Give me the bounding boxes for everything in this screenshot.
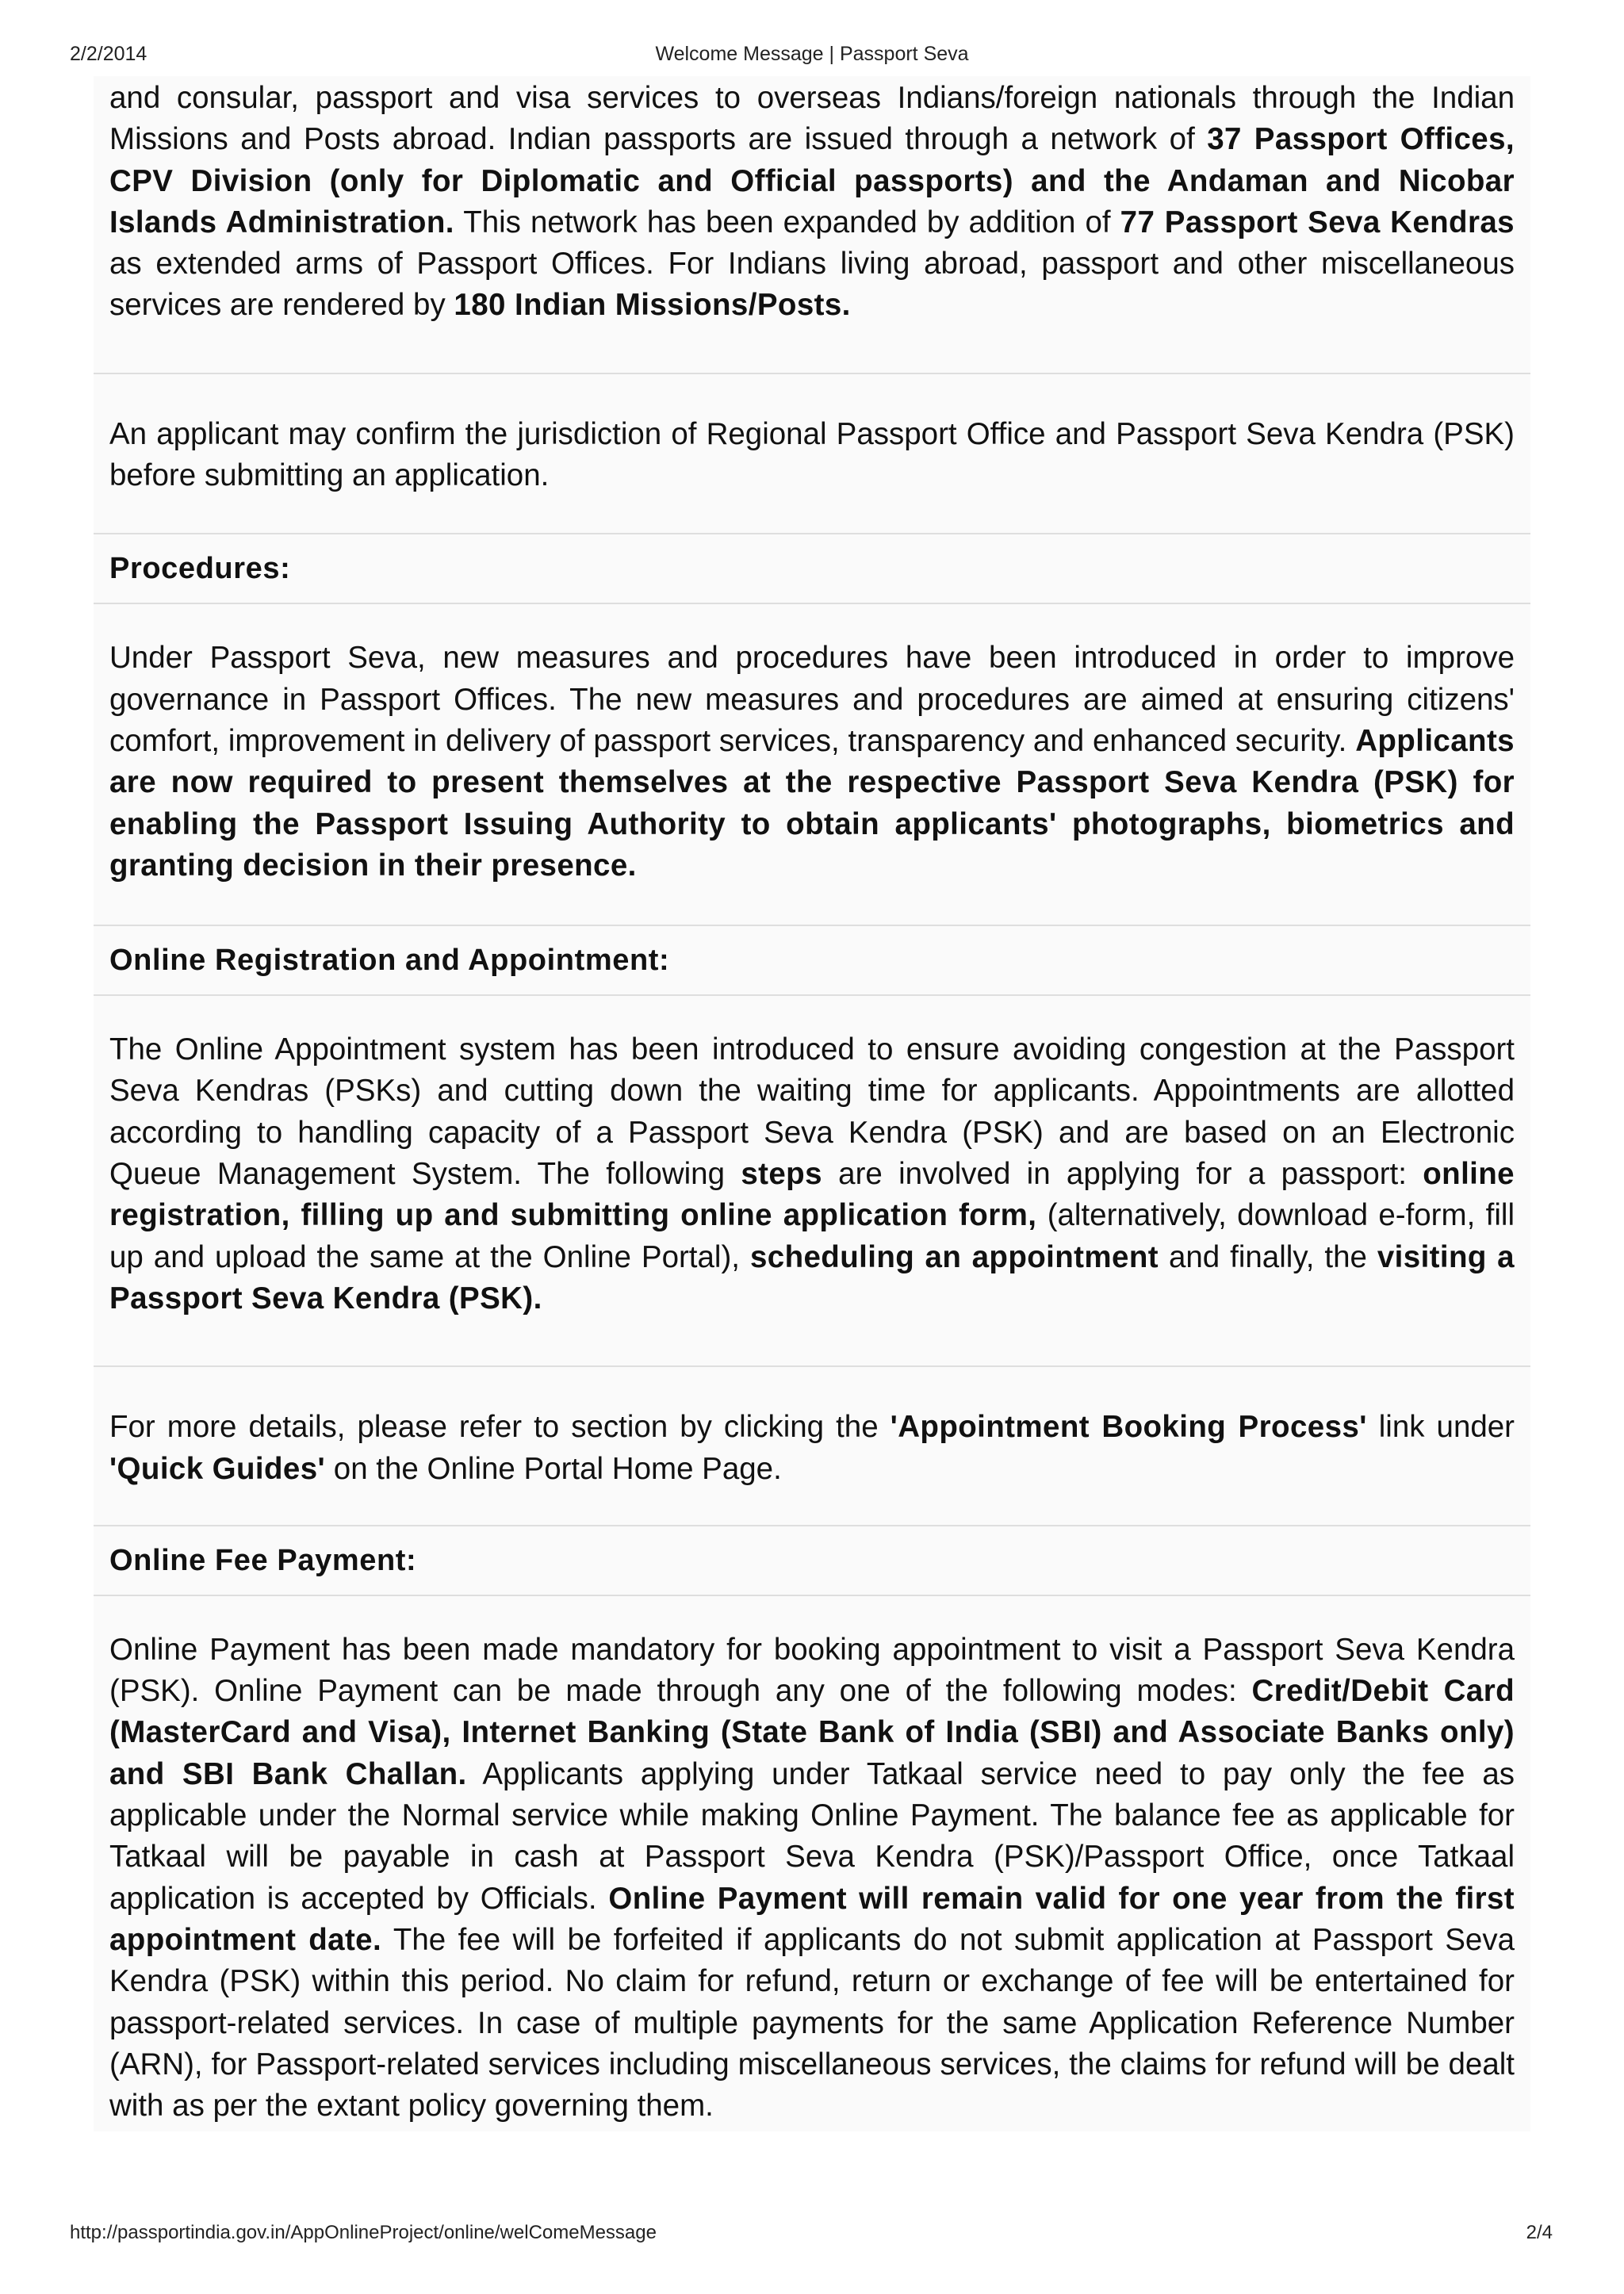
page-number: 2/4 <box>1526 2222 1553 2243</box>
intro-paragraph: and consular, passport and visa services to overseas Indians/foreign nationals through the Indian Missions and Posts abroad. Indian passports are issued through a network of 37 Passport Offices, CPV Division (only for Diplomatic and Official passports) and the Andaman and Nicobar Islands Administration. This network has been expanded by addition of 77 Passport Seva Kendras as extended arms of Passport Offices. For Indians living abroad, passport and other miscellaneous services are rendered by 180 Indian Missions/Posts. <box>109 81 1515 323</box>
registration-paragraph: The Online Appointment system has been introduced to ensure avoiding congestion at the Passport Seva Kendras (PSKs) and cutting down the waiting time for applicants. Appointments are allotted according to handling capacity of a Passport Seva Kendra (PSK) and are based on an Electronic Queue Management System. The following steps are involved in applying for a passport: online registration, filling up and submitting online application form, (alternatively, download e-form, fill up and upload the same at the Online Portal), scheduling an appointment and finally, the visiting a Passport Seva Kendra (PSK). <box>109 1032 1515 1316</box>
quick-guides-reference: 'Quick Guides' <box>109 1451 326 1486</box>
fee-payment-paragraph: Online Payment has been made mandatory for booking appointment to visit a Passport Seva Kendra (PSK). Online Payment can be made through any one of the following modes: Credit/Debit Card (MasterCard and Visa), Internet Banking (State Bank of India (SBI) and Associate Banks only) and SBI Bank Challan. Applicants applying under Tatkaal service need to pay only the fee as applicable under the Normal service while making Online Payment. The balance fee as applicable for Tatkaal will be payable in cash at Passport Seva Kendra (PSK)/Passport Office, once Tatkaal application is accepted by Officials. Online Payment will remain valid for one year from the first appointment date. The fee will be forfeited if applicants do not submit application at Passport Seva Kendra (PSK) within this period. No claim for refund, return or exchange of fee will be entertained for passport-related services. In case of multiple payments for the same Application Reference Number (ARN), for Passport-related services including miscellaneous services, the claims for refund will be dealt with as per the extant policy governing them. <box>109 1632 1515 2124</box>
registration-heading: Online Registration and Appointment: <box>109 944 670 978</box>
print-page-title: Welcome Message | Passport Seva <box>655 43 969 65</box>
print-header <box>0 41 1624 73</box>
jurisdiction-paragraph: An applicant may confirm the jurisdiction of Regional Passport Office and Passport Seva Kendra (PSK) before submitting an application. <box>109 416 1515 493</box>
fee-payment-heading: Online Fee Payment: <box>109 1543 417 1577</box>
print-date: 2/2/2014 <box>70 43 147 65</box>
appointment-booking-process-reference: 'Appointment Booking Process' <box>890 1410 1367 1445</box>
procedures-heading: Procedures: <box>109 552 291 586</box>
more-details-paragraph: For more details, please refer to section by clicking the 'Appointment Booking Process' link under 'Quick Guides' on the Online Portal Home Page. <box>109 1410 1515 1486</box>
page-content <box>94 76 1530 2131</box>
page-url: http://passportindia.gov.in/AppOnlineProject/online/welComeMessage <box>70 2222 657 2243</box>
print-footer <box>0 2220 1624 2252</box>
procedures-paragraph: Under Passport Seva, new measures and procedures have been introduced in order to improve governance in Passport Offices. The new measures and procedures are aimed at ensuring citizens' comfort, improvement in delivery of passport services, transparency and enhanced security. Applicants are now required to present themselves at the respective Passport Seva Kendra (PSK) for enabling the Passport Issuing Authority to obtain applicants' photographs, biometrics and granting decision in their presence. <box>109 641 1515 883</box>
